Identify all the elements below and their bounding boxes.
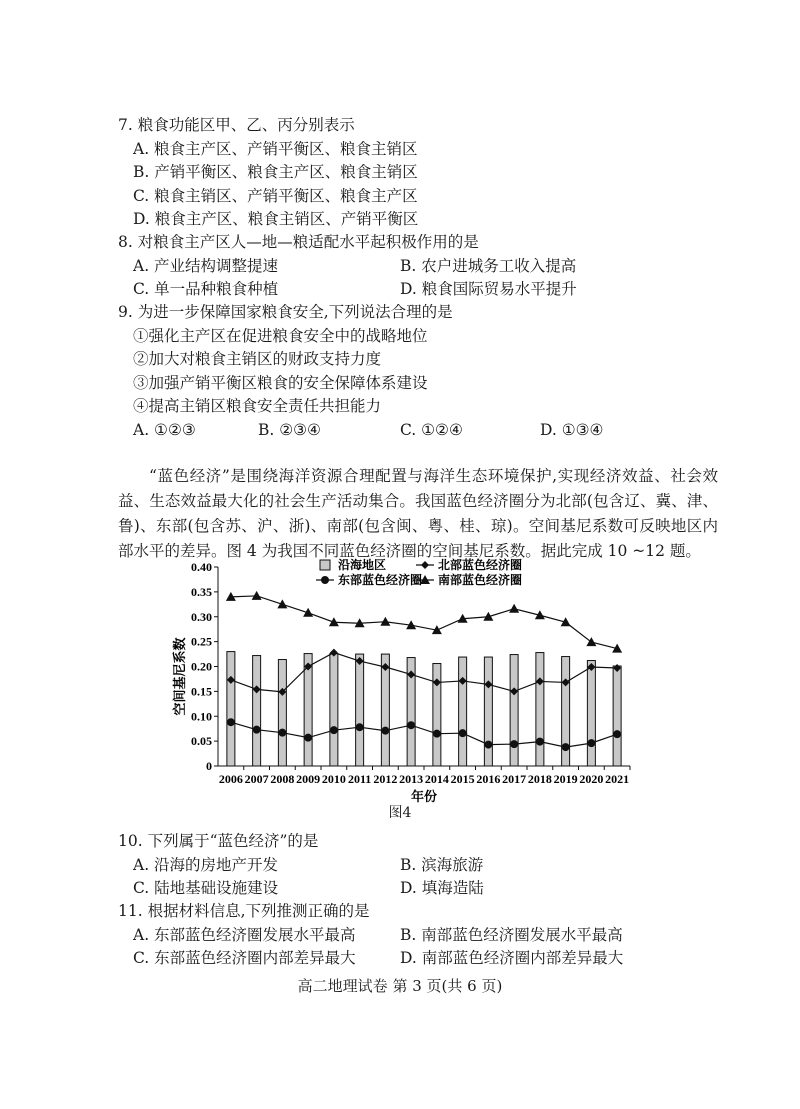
passage-text: “蓝色经济”是围绕海洋资源合理配置与海洋生态环境保护,实现经济效益、社会效益、生态效益最大化的社会生产活动集合。我国蓝色经济圈分为北部(包含辽、冀、津、鲁)、东部(包含苏、沪、浙)、南部(包含闽、粤、桂、琼)。空间基尼系数可反映地区内部水平的差异。图 4 为我国不同蓝色经济圈的空间基尼系数。据此完成 10 ~12 题。 [118, 467, 718, 560]
bar [253, 656, 261, 766]
q7-stem: 7. 粮食功能区甲、乙、丙分别表示 [118, 116, 355, 134]
y-tick-label: 0.30 [191, 609, 212, 624]
q11-option-d: D. 南部蓝色经济圈内部差异最大 [400, 949, 624, 967]
q8-option-d: D. 粮食国际贸易水平提升 [400, 280, 577, 298]
q10-option-b: B. 滨海旅游 [400, 856, 484, 874]
q9-option-c: C. ①②④ [400, 421, 463, 439]
data-point-circle [613, 730, 621, 738]
page-footer: 高二地理试卷 第 3 页(共 6 页) [297, 977, 503, 995]
x-axis-label: 年份 [410, 789, 438, 804]
x-tick-label: 2017 [502, 772, 527, 786]
data-point-circle [459, 729, 467, 737]
legend-label: 南部蓝色经济圈 [438, 573, 523, 587]
passage [118, 464, 718, 564]
bar [536, 653, 544, 766]
q10-option-a: A. 沿海的房地产开发 [133, 856, 279, 874]
legend-label: 东部蓝色经济圈 [338, 573, 423, 587]
data-point-triangle [277, 599, 287, 608]
x-tick-label: 2012 [373, 772, 398, 786]
data-point-triangle [586, 637, 596, 646]
legend-label: 沿海地区 [338, 558, 387, 572]
q11-option-b: B. 南部蓝色经济圈发展水平最高 [400, 926, 623, 944]
data-point-circle [253, 726, 261, 734]
data-point-diamond [421, 561, 429, 569]
q11-option-c: C. 东部蓝色经济圈内部差异最大 [133, 949, 356, 967]
q9-statement-3: ③加强产销平衡区粮食的安全保障体系建设 [133, 374, 428, 392]
q10-option-c: C. 陆地基础设施建设 [133, 879, 279, 897]
data-point-circle [562, 743, 570, 751]
q7-option-c: C. 粮食主销区、产销平衡区、粮食主产区 [133, 187, 418, 205]
data-point-triangle [329, 617, 339, 626]
y-tick-label: 0.35 [191, 584, 212, 599]
x-tick-label: 2016 [476, 772, 501, 786]
data-point-circle [227, 718, 235, 726]
x-tick-label: 2020 [579, 772, 604, 786]
x-tick-label: 2014 [424, 772, 449, 786]
q9-statement-4: ④提高主销区粮食安全责任共担能力 [133, 397, 382, 415]
data-point-circle [407, 721, 415, 729]
data-point-circle [321, 576, 329, 584]
q9-option-d: D. ①③④ [540, 421, 604, 439]
y-tick-label: 0.15 [191, 684, 212, 699]
data-point-triangle [509, 604, 519, 613]
bar [330, 654, 338, 766]
bar [587, 661, 595, 766]
bar [278, 660, 286, 766]
series-line [231, 653, 617, 692]
x-tick-label: 2015 [450, 772, 475, 786]
y-tick-label: 0.25 [191, 634, 212, 649]
legend-label: 北部蓝色经济圈 [438, 558, 523, 572]
data-point-circle [381, 727, 389, 735]
x-tick-label: 2007 [244, 772, 269, 786]
y-tick-label: 0 [206, 759, 212, 773]
data-point-circle [356, 723, 364, 731]
q8-option-a: A. 产业结构调整提速 [133, 257, 279, 275]
y-axis-label: 空间基尼系数 [172, 637, 187, 716]
q8-option-c: C. 单一品种粮食种植 [133, 280, 279, 298]
q9-option-b: B. ②③④ [258, 421, 321, 439]
x-tick-label: 2019 [553, 772, 578, 786]
q7-option-a: A. 粮食主产区、产销平衡区、粮食主销区 [133, 140, 418, 158]
data-point-circle [278, 729, 286, 737]
bar [613, 666, 621, 766]
data-point-circle [304, 734, 312, 742]
q9-statement-2: ②加大对粮食主销区的财政支持力度 [133, 350, 382, 368]
q10-stem: 10. 下列属于“蓝色经济”的是 [118, 832, 319, 850]
x-tick-label: 2009 [296, 772, 321, 786]
legend-bar-swatch [320, 560, 330, 570]
data-point-triangle [380, 617, 390, 626]
q9-option-a: A. ①②③ [133, 421, 196, 439]
q8-stem: 8. 对粮食主产区人—地—粮适配水平起积极作用的是 [118, 233, 479, 251]
q10-option-d: D. 填海造陆 [400, 879, 484, 897]
q9-stem: 9. 为进一步保障国家粮食安全,下列说法合理的是 [118, 303, 453, 321]
x-tick-label: 2011 [347, 772, 372, 786]
x-tick-label: 2018 [527, 772, 552, 786]
gini-chart [160, 555, 640, 805]
q8-option-b: B. 农户进城务工收入提高 [400, 257, 577, 275]
series-line [231, 596, 617, 649]
q11-stem: 11. 根据材料信息,下列推测正确的是 [118, 902, 370, 920]
data-point-circle [433, 730, 441, 738]
x-tick-label: 2021 [605, 772, 630, 786]
bar [484, 657, 492, 766]
bar [459, 657, 467, 766]
data-point-triangle [252, 591, 262, 600]
data-point-circle [587, 739, 595, 747]
y-tick-label: 0.05 [191, 734, 212, 749]
q11-option-a: A. 东部蓝色经济圈发展水平最高 [133, 926, 356, 944]
bar [510, 655, 518, 766]
data-point-circle [536, 738, 544, 746]
x-tick-label: 2008 [270, 772, 295, 786]
q7-option-b: B. 产销平衡区、粮食主产区、粮食主销区 [133, 163, 418, 181]
y-tick-label: 0.10 [191, 709, 212, 724]
bar [356, 654, 364, 766]
x-tick-label: 2013 [399, 772, 424, 786]
q7-option-d: D. 粮食主产区、粮食主销区、产销平衡区 [133, 210, 419, 228]
data-point-circle [330, 726, 338, 734]
q9-statement-1: ①强化主产区在促进粮食安全中的战略地位 [133, 327, 428, 345]
data-point-triangle [303, 608, 313, 617]
data-point-circle [510, 740, 518, 748]
x-tick-label: 2006 [218, 772, 243, 786]
x-tick-label: 2010 [321, 772, 346, 786]
y-tick-label: 0.20 [191, 659, 212, 674]
y-tick-label: 0.40 [191, 560, 212, 574]
data-point-circle [484, 741, 492, 749]
series-line [231, 722, 617, 747]
figure-caption: 图4 [388, 805, 412, 821]
bar [227, 652, 235, 766]
